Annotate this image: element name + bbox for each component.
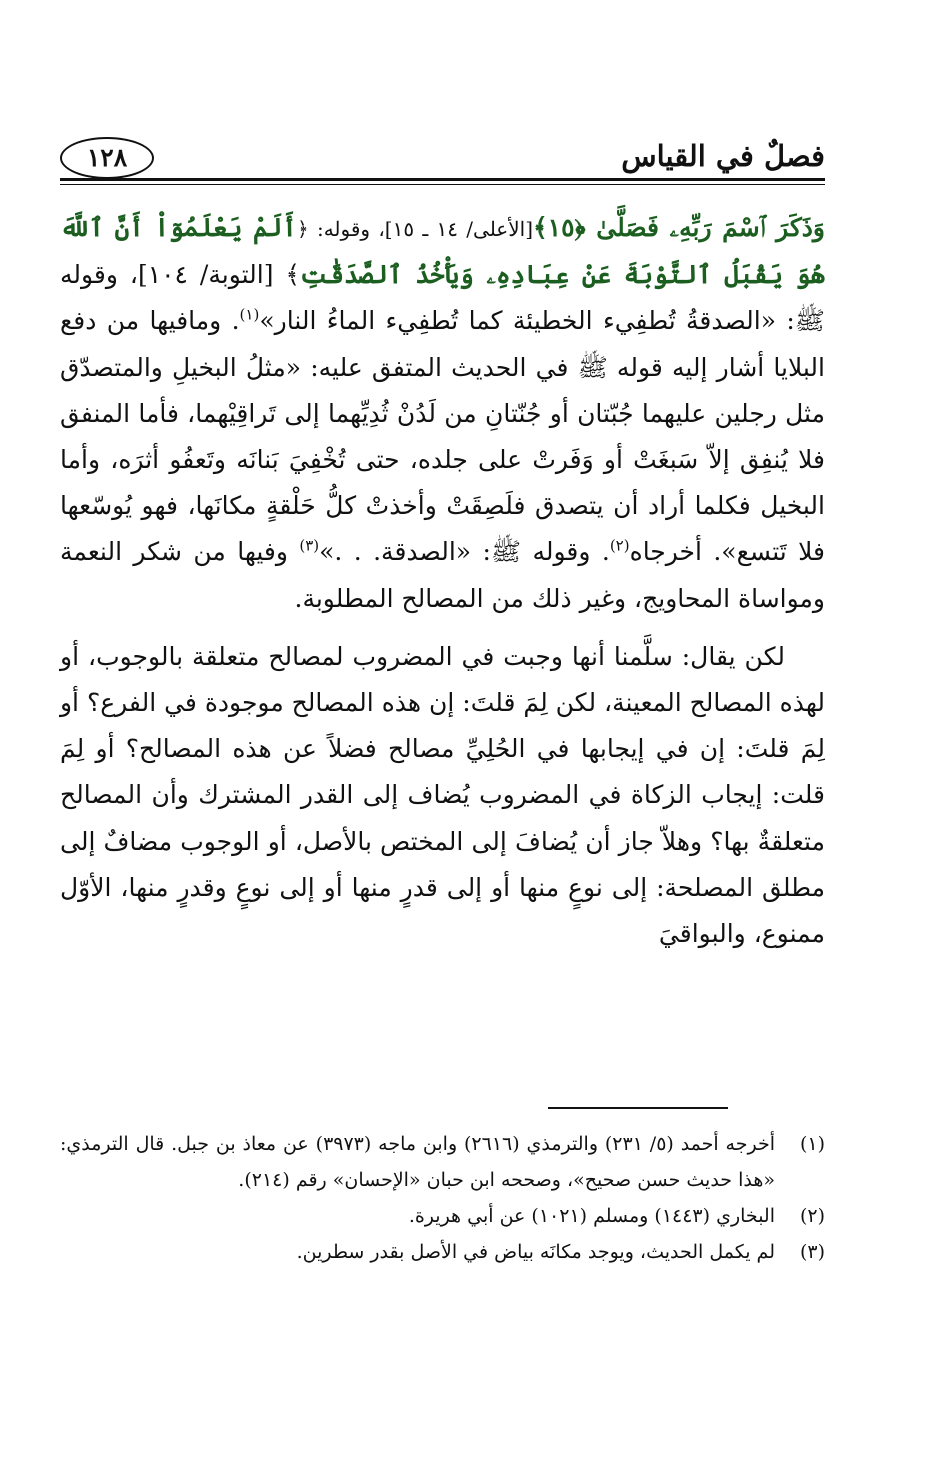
verse-reference-1: [الأعلى/ ١٤ ـ ١٥]، وقوله: ﴿ <box>296 217 534 241</box>
page-number: ١٢٨ <box>60 137 154 179</box>
text-segment-3: . وقوله ﷺ: «الصدقة. . .» <box>319 537 610 567</box>
footnote-number: (١) <box>799 1133 825 1155</box>
footnote-marker-2[interactable]: (٢) <box>609 537 630 556</box>
text-segment-1: ﴾ [التوبة/ ١٠٤]، وقوله ﷺ: «الصدقةُ تُطفِيء الخطيئة كما تُطفِيء الماءُ النار» <box>60 260 825 336</box>
footnote-text: البخاري (١٤٤٣) ومسلم (١٠٢١) عن أبي هريرة. <box>408 1205 775 1227</box>
paragraph-1 <box>60 205 825 622</box>
footnote-number: (٣) <box>799 1241 825 1263</box>
quran-verse-2: أَلَمْ يَعْلَمُوٓاْ أَنَّ ٱللَّهَ هُوَ يَقْبَلُ ٱلتَّوْبَةَ عَنْ عِبَادِهِۦ وَيَأْخُذُ ٱلصَّدَقَٰتِ <box>60 213 825 290</box>
footnote-marker-3[interactable]: (٣) <box>299 537 320 556</box>
footnotes <box>60 1126 825 1270</box>
footnote-marker-1[interactable]: (١) <box>239 306 260 325</box>
footnote-separator <box>548 1107 728 1109</box>
text-segment-4: وفيها من شكر النعمة ومواساة المحاويج، وغير ذلك من المصالح المطلوبة. <box>60 537 825 613</box>
paragraph-2: لكن يقال: سلَّمنا أنها وجبت في المضروب لمصالح متعلقة بالوجوب، أو لهذه المصالح المعينة، لكن لِمَ قلتَ: إن هذه المصالح موجودة في الفرع؟ أو لِمَ قلتَ: إن في إيجابها في الحُلِيِّ مصالح فضلاً عن هذه المصالح؟ أو لِمَ قلت: إيجاب الزكاة في المضروب يُضاف إلى القدر المشترك وأن المصالح متعلقةٌ بها؟ وهلاّ جاز أن يُضافَ إلى المختص بالأصل، أو الوجوب مضافٌ إلى مطلق المصلحة: إلى نوعٍ منها أو إلى قدرٍ منها أو إلى نوعٍ وقدرٍ منها، الأوّل ممنوع، والبواقيَ <box>59 641 825 949</box>
footnote-text: أخرجه أحمد (٥/ ٢٣١) والترمذي (٢٦١٦) وابن ماجه (٣٩٧٣) عن معاذ بن جبل. قال الترمذي: «هذا حديث حسن صحيح»، وصححه ابن حبان «الإحسان» رقم (٢١٤). <box>60 1133 775 1191</box>
running-title: فصلٌ في القياس <box>621 139 825 173</box>
text-segment-2: . ومافيها من دفع البلايا أشار إليه قوله ﷺ في الحديث المتفق عليه: «مثلُ البخيلِ والمتصدّق مثل رجلين عليهما جُبّتان أو جُنّتانِ من لَدُنْ ثُدِيِّهما إلى تَراقِيْهما، فأما المنفق فلا يُنفِق إلاّ سَبغَتْ أو وَفَرتْ على جلده، حتى تُخْفِيَ بَنانَه وتَعفُو أثرَه، وأما البخيل فكلما أراد أن يتصدق فلَصِقَتْ وأخذتْ كلُّ حَلْقةٍ مكانَها، فهو يُوسّعها فلا تَتسع». أخرجاه <box>60 306 825 567</box>
quran-verse-1: وَذَكَرَ ٱسْمَ رَبِّهِۦ فَصَلَّىٰ ﴿١٥﴾ <box>533 213 825 242</box>
footnote-1 <box>60 1126 825 1198</box>
footnote-3 <box>60 1234 825 1270</box>
footnote-2 <box>60 1198 825 1234</box>
footnote-number: (٢) <box>799 1205 825 1227</box>
main-text <box>60 205 825 957</box>
header-rule-thick <box>60 178 825 181</box>
header-rule-thin <box>60 184 825 185</box>
footnote-text: لم يكمل الحديث، ويوجد مكانَه بياض في الأصل بقدر سطرين. <box>296 1241 775 1263</box>
